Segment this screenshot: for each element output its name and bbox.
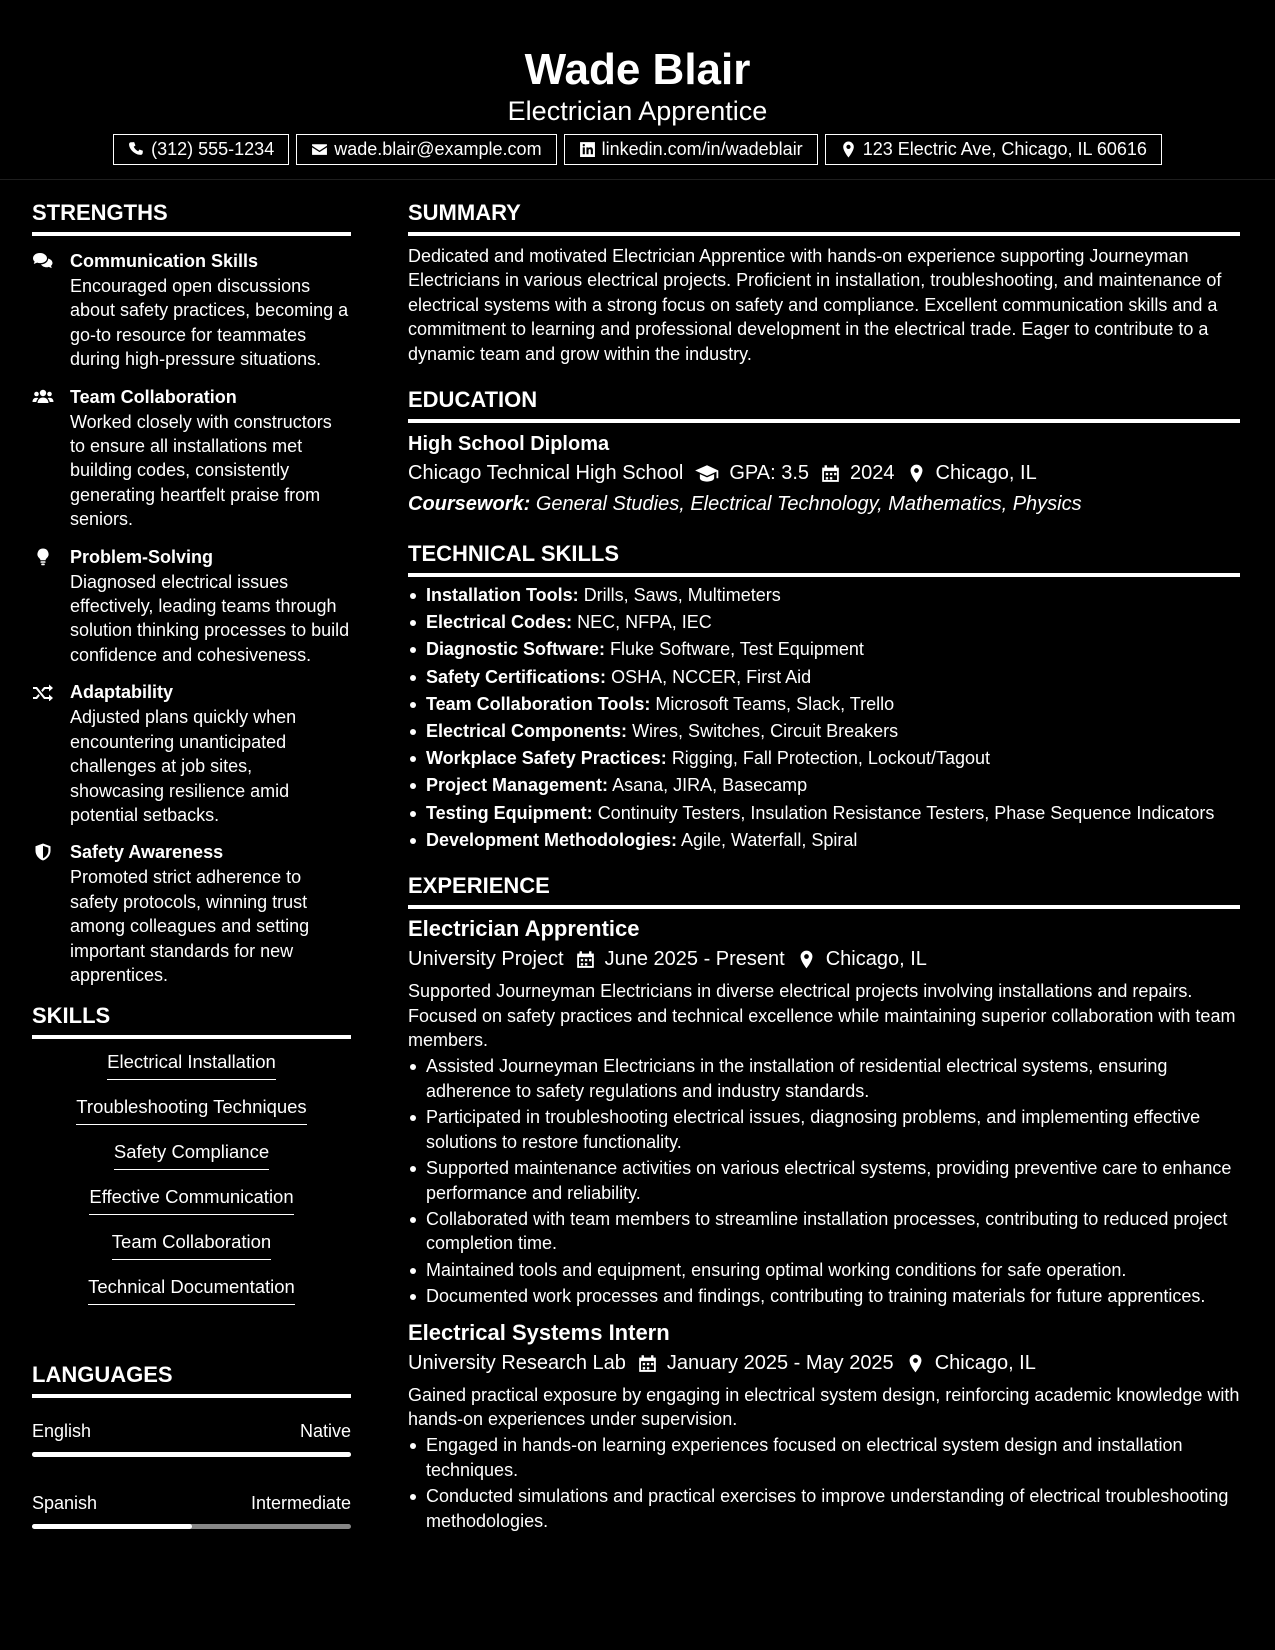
list-item: Participated in troubleshooting electrical issues, diagnosing problems, and implementing effective solutions to restore functionality. xyxy=(408,1105,1240,1154)
map-pin-icon xyxy=(907,464,926,483)
strength-item xyxy=(32,839,351,987)
education-year: 2024 xyxy=(850,462,895,485)
tech-skill-value: Rigging, Fall Protection, Lockout/Tagout xyxy=(671,748,990,769)
tech-skill-value: Asana, JIRA, Basecamp xyxy=(612,775,808,796)
summary-title: SUMMARY xyxy=(408,196,1240,236)
strength-item xyxy=(32,248,351,372)
tech-skill-value: NEC, NFPA, IEC xyxy=(577,612,712,633)
experience-section xyxy=(408,869,1240,1533)
job-meta xyxy=(408,944,1240,975)
tech-skill-value: Drills, Saws, Multimeters xyxy=(583,585,781,606)
tech-skill-label: Workplace Safety Practices: xyxy=(426,748,667,769)
job-dates: January 2025 - May 2025 xyxy=(666,1351,894,1374)
strength-title: Safety Awareness xyxy=(70,842,224,863)
tech-skill-label: Diagnostic Software: xyxy=(426,639,606,660)
job-title: Electrician Apprentice xyxy=(408,916,640,942)
skills-title: SKILLS xyxy=(32,999,351,1039)
job-entry xyxy=(408,914,1240,1308)
skill-tag: Effective Communication xyxy=(89,1184,293,1215)
list-item: Engaged in hands-on learning experiences focused on electrical system design and installation techniques. xyxy=(408,1433,1240,1482)
tech-skill-label: Development Methodologies: xyxy=(426,829,678,850)
tech-skill-value: Fluke Software, Test Equipment xyxy=(610,639,864,660)
users-icon xyxy=(32,388,54,406)
skill-tag: Safety Compliance xyxy=(114,1139,269,1170)
language-item xyxy=(32,1491,351,1529)
calendar-icon xyxy=(821,464,840,483)
language-bar-fill xyxy=(32,1524,192,1529)
technical-skills-title: TECHNICAL SKILLS xyxy=(408,537,1240,577)
strength-title: Problem-Solving xyxy=(70,546,214,567)
list-item xyxy=(408,719,1240,743)
skill-tag: Team Collaboration xyxy=(112,1229,271,1260)
tech-skill-value: Microsoft Teams, Slack, Trello xyxy=(655,693,895,714)
list-item xyxy=(408,801,1240,825)
list-item xyxy=(408,665,1240,689)
job-org: University Research Lab xyxy=(408,1351,626,1374)
coursework-line xyxy=(408,489,1240,520)
strength-desc: Encouraged open discussions about safety practices, becoming a go-to resource for teammates during high-pressure situations. xyxy=(70,276,349,370)
list-item xyxy=(408,828,1240,852)
experience-title: EXPERIENCE xyxy=(408,869,1240,909)
strength-desc: Adjusted plans quickly when encountering unanticipated challenges at job sites, showcasing resilience amid potential setbacks. xyxy=(70,707,297,825)
phone-text: (312) 555-1234 xyxy=(151,139,275,159)
linkedin-text: linkedin.com/in/wadeblair xyxy=(601,139,803,159)
strengths-section xyxy=(32,196,351,987)
right-column xyxy=(408,196,1240,1535)
envelope-icon xyxy=(311,141,328,158)
candidate-role: Electrician Apprentice xyxy=(507,96,768,126)
education-location: Chicago, IL xyxy=(935,462,1037,485)
languages-section xyxy=(32,1358,351,1529)
strength-desc: Promoted strict adherence to safety protocols, winning trust among colleagues and setting important standards for new apprentices. xyxy=(70,867,310,985)
contact-phone[interactable] xyxy=(113,134,289,165)
strengths-title: STRENGTHS xyxy=(32,196,351,236)
coursework-text: General Studies, Electrical Technology, Mathematics, Physics xyxy=(535,493,1082,516)
contact-address[interactable] xyxy=(825,134,1162,165)
map-pin-icon xyxy=(906,1354,925,1373)
address-text: 123 Electric Ave, Chicago, IL 60616 xyxy=(862,139,1147,159)
map-pin-icon xyxy=(840,141,857,158)
skill-tag: Technical Documentation xyxy=(88,1274,295,1305)
tech-skill-label: Testing Equipment: xyxy=(426,802,593,823)
shield-icon xyxy=(32,843,54,861)
resume-header xyxy=(0,0,1275,180)
strength-title: Team Collaboration xyxy=(70,386,237,407)
language-level: Intermediate xyxy=(250,1493,351,1514)
list-item: Conducted simulations and practical exercises to improve understanding of electrical troubleshooting methodologies. xyxy=(408,1484,1240,1533)
tech-skill-value: Continuity Testers, Insulation Resistance Testers, Phase Sequence Indicators xyxy=(597,802,1215,823)
language-item xyxy=(32,1419,351,1457)
contact-bar xyxy=(0,134,1275,165)
strength-desc: Diagnosed electrical issues effectively, leading teams through solution thinking processes to build confidence and cohesiveness. xyxy=(70,571,350,665)
strength-title: Communication Skills xyxy=(70,251,259,271)
tech-skill-value: OSHA, NCCER, First Aid xyxy=(611,666,812,687)
list-item xyxy=(408,583,1240,607)
coursework-label: Coursework: xyxy=(408,493,531,516)
language-bar xyxy=(32,1524,351,1529)
lightbulb-icon xyxy=(32,548,54,566)
job-entry xyxy=(408,1318,1240,1533)
list-item: Documented work processes and findings, contributing to training materials for future apprentices. xyxy=(408,1284,1240,1308)
job-meta xyxy=(408,1348,1240,1379)
skill-tag: Electrical Installation xyxy=(107,1049,276,1080)
linkedin-icon xyxy=(579,141,596,158)
language-level: Native xyxy=(299,1421,351,1442)
tech-skill-value: Agile, Waterfall, Spiral xyxy=(681,829,858,850)
tech-skill-label: Electrical Components: xyxy=(426,721,628,742)
gpa-text: GPA: 3.5 xyxy=(729,462,810,485)
education-section xyxy=(408,383,1240,520)
technical-skills-section xyxy=(408,537,1240,852)
list-item: Supported maintenance activities on various electrical systems, providing preventive care to enhance performance and reliability. xyxy=(408,1156,1240,1205)
language-bar-fill xyxy=(32,1452,351,1457)
language-name: English xyxy=(32,1421,92,1442)
strength-item xyxy=(32,544,351,668)
shuffle-icon xyxy=(32,683,54,701)
strength-title: Adaptability xyxy=(70,682,174,703)
degree-title: High School Diploma xyxy=(408,433,610,456)
tech-skill-label: Safety Certifications: xyxy=(426,666,607,687)
tech-skill-label: Project Management: xyxy=(426,775,609,796)
strength-item xyxy=(32,679,351,827)
job-location: Chicago, IL xyxy=(825,948,927,971)
strength-desc: Worked closely with constructors to ensure all installations met building codes, consistently generating heartfelt praise from seniors. xyxy=(70,411,332,530)
skills-section xyxy=(32,999,351,1319)
calendar-icon xyxy=(576,950,595,969)
graduation-cap-icon xyxy=(695,464,719,483)
list-item xyxy=(408,610,1240,634)
job-dates: June 2025 - Present xyxy=(604,948,785,971)
education-title: EDUCATION xyxy=(408,383,1240,423)
job-description: Gained practical exposure by engaging in electrical system design, reinforcing academic knowledge with hands-on experiences under supervision. xyxy=(408,1384,1240,1429)
tech-skill-value: Wires, Switches, Circuit Breakers xyxy=(632,721,899,742)
map-pin-icon xyxy=(797,950,816,969)
list-item: Maintained tools and equipment, ensuring optimal working conditions for safe operation. xyxy=(408,1258,1240,1282)
phone-icon xyxy=(128,141,145,158)
list-item xyxy=(408,637,1240,661)
list-item: Collaborated with team members to streamline installation processes, contributing to reduced project completion time. xyxy=(408,1207,1240,1256)
language-name: Spanish xyxy=(32,1493,98,1514)
contact-email[interactable] xyxy=(296,134,556,165)
comments-icon xyxy=(32,252,54,270)
job-location: Chicago, IL xyxy=(934,1351,1036,1374)
list-item xyxy=(408,773,1240,797)
contact-linkedin[interactable] xyxy=(564,134,818,165)
education-meta xyxy=(408,458,1240,489)
candidate-name: Wade Blair xyxy=(524,45,751,94)
list-item: Assisted Journeyman Electricians in the installation of residential electrical systems, ensuring adherence to safety regulations and industry standards. xyxy=(408,1054,1240,1103)
job-description: Supported Journeyman Electricians in diverse electrical projects involving installations and repairs. Focused on safety practices and technical excellence while maintaining superior collaboration with team members. xyxy=(408,981,1236,1051)
languages-title: LANGUAGES xyxy=(32,1358,351,1398)
tech-skill-label: Installation Tools: xyxy=(426,585,579,606)
skill-tag: Troubleshooting Techniques xyxy=(76,1094,306,1125)
calendar-icon xyxy=(638,1354,657,1373)
strength-item xyxy=(32,384,351,532)
email-text: wade.blair@example.com xyxy=(334,139,542,159)
tech-skill-label: Team Collaboration Tools: xyxy=(426,693,651,714)
list-item xyxy=(408,746,1240,770)
summary-section xyxy=(408,196,1240,366)
job-title: Electrical Systems Intern xyxy=(408,1319,670,1345)
job-org: University Project xyxy=(408,948,564,971)
language-bar xyxy=(32,1452,351,1457)
summary-text: Dedicated and motivated Electrician Apprentice with hands-on experience supporting Journeyman Electricians in various electrical projects. Proficient in installation, troubleshooting, and maintenance of electrical systems with a strong focus on safety and compliance. Excellent communication skills and a commitment to learning and professional development in the electrical trade. Eager to contribute to a dynamic team and grow within the industry. xyxy=(408,246,1222,364)
left-column xyxy=(32,196,351,1529)
list-item xyxy=(408,692,1240,716)
school-name: Chicago Technical High School xyxy=(408,462,684,485)
tech-skill-label: Electrical Codes: xyxy=(426,612,573,633)
